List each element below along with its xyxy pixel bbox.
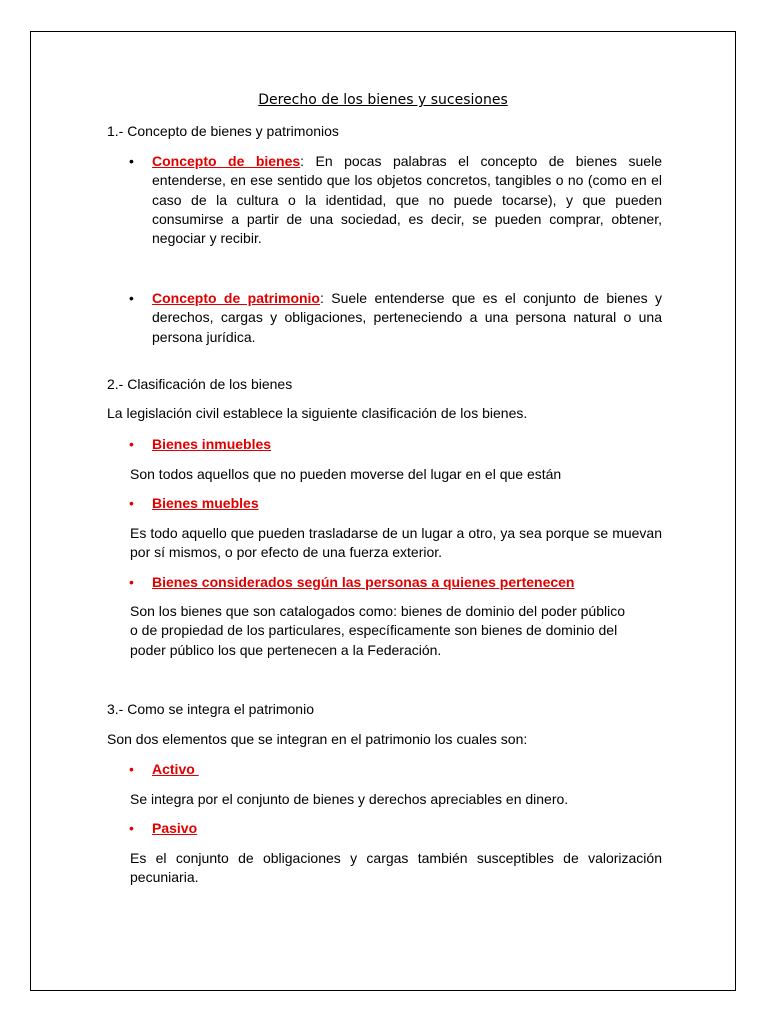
bullet-icon: • [129,153,134,169]
bullet-icon: • [129,495,134,511]
term-bienes-segun-personas: Bienes considerados según las personas a quienes pertenecen [152,574,575,590]
section-3-intro: Son dos elementos que se integran en el patrimonio los cuales son: [107,731,528,747]
term-bienes-muebles: Bienes muebles [152,495,259,511]
bullet-icon: • [129,290,134,306]
bullet-icon: • [129,761,134,777]
description-pasivo: Es el conjunto de obligaciones y cargas también susceptibles de valorización pecuniaria. [130,850,662,886]
list-item-bienes-inmuebles [152,435,662,454]
description-bienes-segun-personas: Son los bienes que son catalogados como: bienes de dominio del poder público o de propiedad de los particulares, específicamente son bienes de dominio del poder público los que pertenecen a la Federación. [130,603,626,658]
list-item-pasivo [152,819,662,838]
term-pasivo: Pasivo [152,820,198,836]
document-page [30,31,736,991]
definition-concepto-bienes: : En pocas palabras el concepto de bienes suele entenderse, en ese sentido que los objetos concretos, tangibles o no (como en el caso de la cultura o la identidad, que no puede tocarse), y que pueden consumirse a partir de una sociedad, es decir, se pueden comprar, obtener, negociar y recibir. [152,153,662,247]
term-activo: Activo [152,761,199,777]
list-item-bienes-muebles [152,494,662,513]
section-2-intro: La legislación civil establece la siguiente clasificación de los bienes. [107,405,528,421]
term-concepto-patrimonio: Concepto de patrimonio [152,290,320,306]
document-title: Derecho de los bienes y sucesiones [258,92,508,108]
section-1-heading-text: 1.- Concepto de bienes y patrimonios [107,123,339,139]
list-item-bienes-segun-personas [152,573,662,592]
description-activo: Se integra por el conjunto de bienes y derechos apreciables en dinero. [130,791,569,807]
bullet-icon: • [129,820,134,836]
term-bienes-inmuebles: Bienes inmuebles [152,436,272,452]
term-concepto-bienes: Concepto de bienes [152,153,301,169]
bullet-icon: • [129,574,134,590]
list-item-activo [152,760,662,779]
list-item-concepto-bienes [152,152,662,248]
section-1-heading [107,123,339,139]
bullet-icon: • [129,436,134,452]
section-3-heading: 3.- Como se integra el patrimonio [107,701,314,717]
description-bienes-muebles: Es todo aquello que pueden trasladarse de un lugar a otro, ya sea porque se muevan por sí mismos, o por efecto de una fuerza exterior. [130,525,662,561]
definition-concepto-patrimonio: : Suele entenderse que es el conjunto de bienes y derechos, cargas y obligaciones, perteneciendo a una persona natural o una persona jurídica. [152,290,663,345]
list-item-concepto-patrimonio [152,289,662,347]
description-bienes-inmuebles: Son todos aquellos que no pueden moverse del lugar en el que están [130,466,562,482]
section-2-heading: 2.- Clasificación de los bienes [107,376,293,392]
